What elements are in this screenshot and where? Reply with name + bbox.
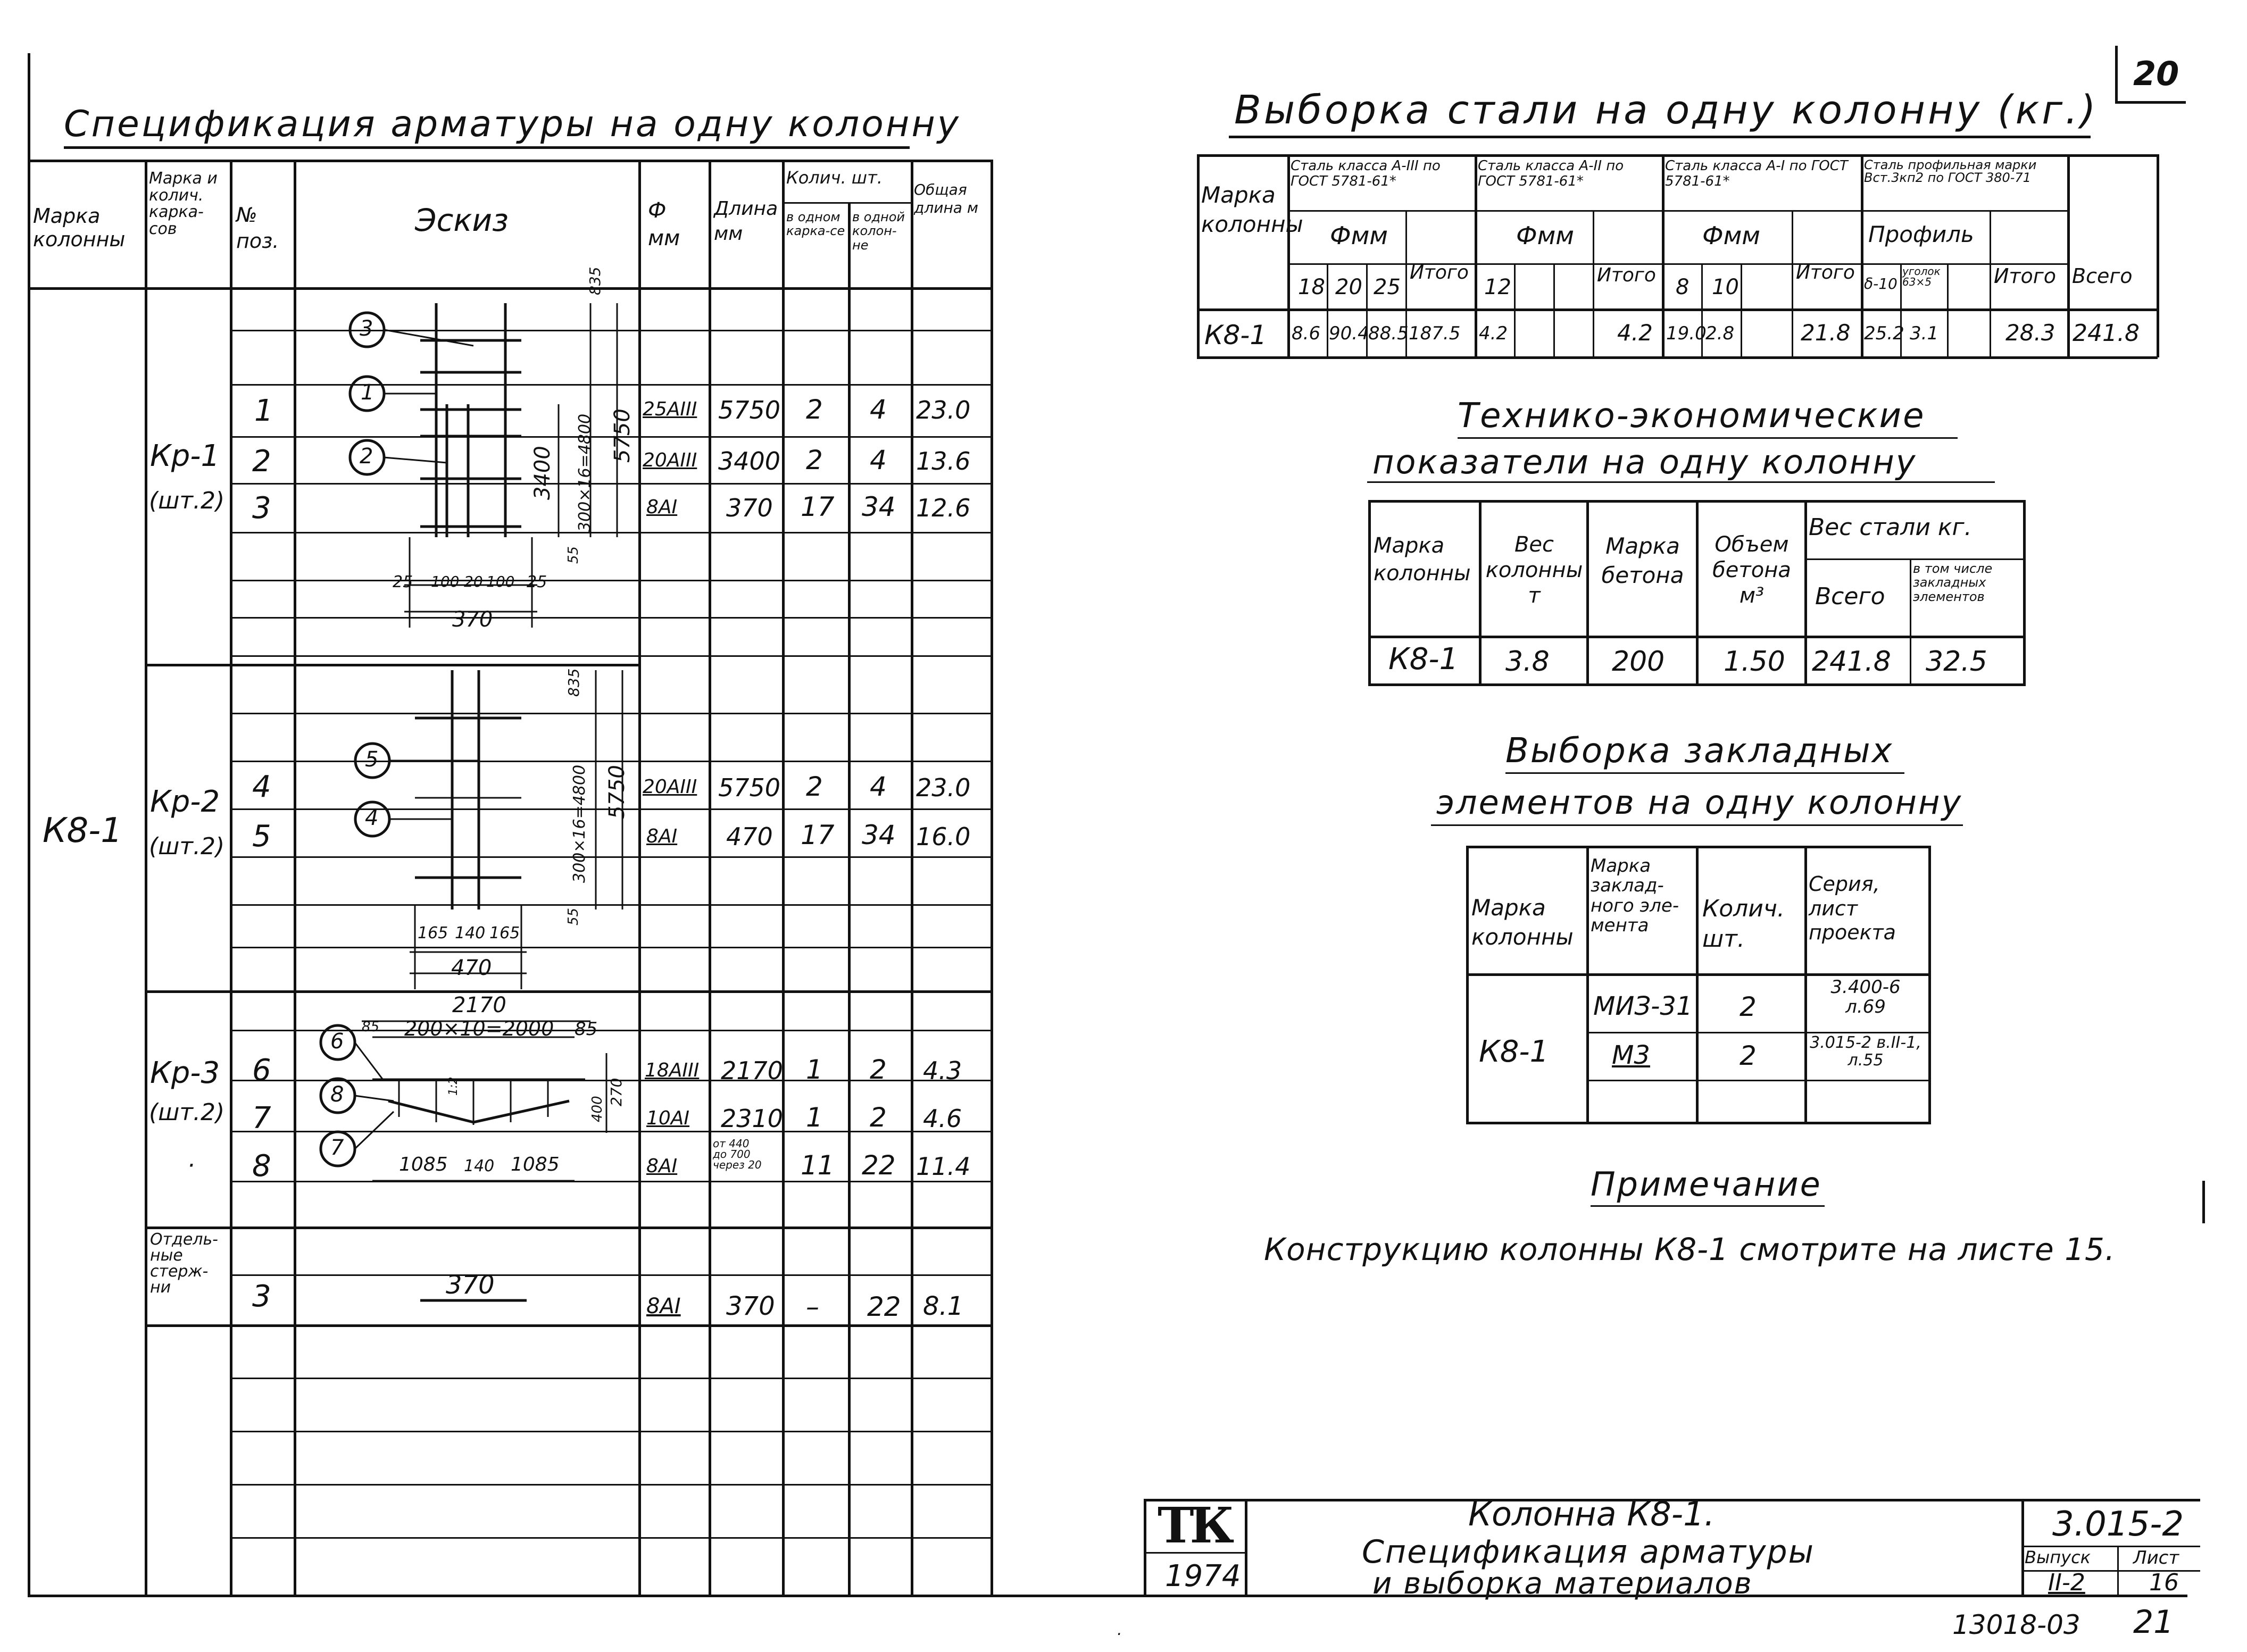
steel-value: 19.0 xyxy=(1666,323,1707,344)
frame-left xyxy=(28,53,30,1596)
callout-6: 6 xyxy=(330,1029,344,1054)
kr1-dim: 370 xyxy=(452,607,493,632)
diameter: 18АIII xyxy=(645,1059,700,1081)
qty-column: 34 xyxy=(862,820,896,850)
stamp-issue-label: Выпуск xyxy=(2025,1547,2091,1567)
diameter: 8АI xyxy=(646,496,678,518)
tech-header-concrete: Марка бетона xyxy=(1601,533,1684,588)
callout-4: 4 xyxy=(365,806,379,830)
kr2-dim: 140 xyxy=(455,924,486,942)
embedded-el: МИЗ-31 xyxy=(1593,991,1693,1021)
length: 470 xyxy=(726,822,773,851)
pos-number: 7 xyxy=(252,1101,271,1136)
callout-1: 1 xyxy=(361,380,374,405)
spec-header-pos: № поз. xyxy=(236,203,279,253)
qty-cage: 2 xyxy=(806,771,823,802)
tech-underline xyxy=(1458,437,1958,439)
tech-header-steel: Вес стали кг. xyxy=(1809,514,1972,541)
stamp-code: 3.015-2 xyxy=(2052,1505,2184,1544)
diameter: 10АI xyxy=(646,1107,690,1129)
steel-group-a3: Сталь класса А-III по ГОСТ 5781-61* xyxy=(1291,158,1441,189)
steel-group-a2: Сталь класса А-II по ГОСТ 5781-61* xyxy=(1478,158,1624,189)
embedded-col xyxy=(1696,846,1699,1124)
kr2-dim: 5750 xyxy=(605,765,629,819)
row-line xyxy=(230,1537,991,1539)
qty-column: 22 xyxy=(867,1291,901,1322)
length: 370 xyxy=(726,1291,775,1321)
cage-mark-kr2: Кр-2 xyxy=(150,785,220,819)
embedded-header-qty: Колич. шт. xyxy=(1702,895,1785,953)
cage-count-kr2: (шт.2) xyxy=(149,833,225,860)
tech-row-embedded: 32.5 xyxy=(1926,646,1987,678)
row-line xyxy=(230,1181,991,1182)
row-line xyxy=(230,1274,991,1276)
kr2-dim: 300×16=4800 xyxy=(570,764,589,883)
embedded-underline xyxy=(1505,772,1904,774)
kr1-dim: 5750 xyxy=(610,408,635,463)
length: 5750 xyxy=(718,396,781,424)
steel-total-label: Итого xyxy=(1796,262,1855,283)
qty-cage: – xyxy=(806,1291,819,1322)
total-length: 8.1 xyxy=(923,1291,964,1321)
note-underline xyxy=(1591,1205,1825,1207)
embedded-col xyxy=(1804,846,1807,1124)
length: 2170 xyxy=(721,1056,784,1085)
steel-unit-a1: Фмм xyxy=(1702,221,1761,250)
stamp-title-3: и выборка материалов xyxy=(1372,1566,1753,1601)
tech-header-volume: Объем бетона м³ xyxy=(1712,532,1791,608)
note-text: Конструкцию колонны К8-1 смотрите на листе 15. xyxy=(1264,1231,2116,1267)
spec-header-length: Длина мм xyxy=(714,198,778,245)
kr3-dim: 85 xyxy=(362,1019,380,1035)
qty-column: 34 xyxy=(862,491,896,522)
qty-cage: 1 xyxy=(806,1054,823,1085)
steel-value: 2.8 xyxy=(1705,323,1735,344)
steel-col xyxy=(1990,210,1991,357)
cage-mark-kr1: Кр-1 xyxy=(150,439,220,473)
kr3-dim: 140 xyxy=(464,1157,495,1175)
diameter: 8АI xyxy=(646,1155,678,1177)
separate-label: Отдель-ные стерж-ни xyxy=(150,1230,218,1297)
embedded-line xyxy=(1466,973,1931,976)
kr1-dim: 20 xyxy=(464,573,483,590)
embedded-col-mark: К8-1 xyxy=(1479,1034,1549,1069)
kr3-dim: 1085 xyxy=(399,1154,448,1175)
total-length: 23.0 xyxy=(916,773,971,802)
embedded-header-mark: Марка колонны xyxy=(1471,895,1574,950)
total-length: 11.4 xyxy=(916,1152,971,1181)
total-length: 4.6 xyxy=(923,1104,962,1133)
tech-title-2: показатели на одну колонну xyxy=(1372,443,1917,481)
tech-header-steel-embedded: в том числе закладных элементов xyxy=(1913,561,1993,604)
spec-col-line xyxy=(991,160,993,1595)
kr2-dim: 165 xyxy=(489,924,520,942)
steel-size: уголок 63×5 xyxy=(1902,265,1941,288)
steel-size: 25 xyxy=(1374,275,1401,299)
kr3-dim: 270 xyxy=(607,1078,625,1106)
spec-top-line xyxy=(28,160,992,162)
footer-archive: 13018-03 xyxy=(1952,1609,2080,1640)
callout-7: 7 xyxy=(330,1136,344,1160)
frame-bottom xyxy=(28,1595,2187,1597)
row-line xyxy=(230,947,991,948)
tech-underline xyxy=(1367,481,1995,483)
row-line xyxy=(230,1431,991,1432)
embedded-series: 3.015-2 в.II-1, л.55 xyxy=(1810,1033,1921,1070)
steel-col xyxy=(1593,210,1594,357)
length: 370 xyxy=(726,494,773,522)
tech-row-steel-total: 241.8 xyxy=(1812,646,1891,678)
spec-column-mark: К8-1 xyxy=(43,811,122,850)
separate-sketch-length: 370 xyxy=(446,1270,495,1300)
steel-value: 90.4 xyxy=(1329,323,1369,344)
stamp-col xyxy=(1245,1499,1247,1596)
row-line xyxy=(230,904,991,906)
spec-col-line xyxy=(848,202,851,1595)
tech-col xyxy=(1586,500,1589,686)
total-length: 23.0 xyxy=(916,396,971,424)
spec-col-line xyxy=(294,160,296,1595)
stamp-col xyxy=(2021,1499,2024,1596)
embedded-underline xyxy=(1431,824,1963,826)
tech-row-volume: 1.50 xyxy=(1724,646,1785,678)
kr1-dim: 835 xyxy=(586,266,604,295)
stamp-title-2: Спецификация арматуры xyxy=(1362,1533,1815,1571)
length-range: от 440 до 700 через 20 xyxy=(713,1137,762,1171)
pos-number: 1 xyxy=(254,394,273,428)
steel-size: δ-10 xyxy=(1864,275,1898,293)
qty-column: 4 xyxy=(870,445,887,475)
steel-value: 28.3 xyxy=(2005,320,2055,346)
row-line xyxy=(230,1030,991,1031)
pos-number: 2 xyxy=(252,444,271,479)
steel-col xyxy=(1475,154,1477,357)
spec-col-line xyxy=(230,160,232,1595)
length: 5750 xyxy=(718,773,781,802)
row-line xyxy=(230,761,991,762)
row-line xyxy=(230,713,991,714)
row-line xyxy=(230,617,991,619)
qty-column: 2 xyxy=(870,1054,887,1085)
row-line xyxy=(230,1484,991,1486)
edge-tick xyxy=(2202,1181,2205,1223)
steel-line xyxy=(1287,263,2067,265)
spec-col-line xyxy=(145,160,147,1595)
steel-value: 187.5 xyxy=(1409,323,1461,344)
spec-title-underline xyxy=(64,146,910,149)
total-length: 16.0 xyxy=(916,822,971,851)
tech-row-weight: 3.8 xyxy=(1505,646,1550,678)
steel-grand-label: Всего xyxy=(2072,264,2133,288)
note-title: Примечание xyxy=(1591,1165,1822,1204)
qty-column: 22 xyxy=(862,1150,896,1181)
embedded-qty: 2 xyxy=(1740,991,1757,1022)
row-line xyxy=(230,655,991,657)
embedded-col xyxy=(1586,846,1589,1124)
steel-col xyxy=(2157,154,2159,357)
pos-number: 5 xyxy=(252,819,271,854)
kr3-dim: 400 xyxy=(589,1096,605,1122)
spec-header-qty-cage: в одном карка-се xyxy=(786,210,845,239)
steel-size: 20 xyxy=(1335,275,1362,299)
row-line xyxy=(230,532,991,533)
tech-line xyxy=(1368,636,2026,638)
tech-col xyxy=(1696,500,1699,686)
length: 2310 xyxy=(721,1104,784,1133)
callout-5: 5 xyxy=(365,747,379,772)
steel-value: 4.2 xyxy=(1479,323,1508,344)
spec-header-dia: Ф мм xyxy=(648,198,680,251)
steel-title: Выборка стали на одну колонну (кг.) xyxy=(1234,87,2099,133)
row-line xyxy=(230,483,991,485)
stamp-sheet: 16 xyxy=(2149,1569,2179,1596)
steel-title-underline xyxy=(1229,136,2091,138)
qty-column: 2 xyxy=(870,1102,887,1133)
spec-header-total-len: Общая длина м xyxy=(914,181,978,216)
steel-size: 8 xyxy=(1676,275,1690,299)
steel-value: 3.1 xyxy=(1910,323,1939,344)
steel-line xyxy=(1197,154,2158,157)
kr1-dim: 55 xyxy=(565,546,581,564)
kr1-dim: 100 xyxy=(486,573,515,590)
group-line xyxy=(145,990,991,993)
callout-3: 3 xyxy=(360,316,373,341)
kr3-dim: 200×10=2000 xyxy=(404,1017,554,1040)
steel-size: 10 xyxy=(1712,275,1739,299)
tech-line xyxy=(1804,558,2025,560)
steel-size: 18 xyxy=(1298,275,1325,299)
callout-8: 8 xyxy=(330,1082,344,1107)
spec-header-col-mark: Марка колонны xyxy=(33,204,126,251)
steel-col xyxy=(1792,210,1793,357)
steel-unit-profile: Профиль xyxy=(1868,221,1974,247)
length: 3400 xyxy=(718,447,781,475)
kr1-dim: 25 xyxy=(527,573,547,591)
qty-cage: 1 xyxy=(806,1102,823,1133)
qty-cage: 2 xyxy=(806,394,823,425)
steel-unit-a2: Фмм xyxy=(1516,221,1575,250)
diameter: 20АIII xyxy=(643,449,697,471)
tech-col xyxy=(1479,500,1482,686)
cage-mark-kr3: Кр-3 xyxy=(150,1056,220,1090)
steel-col xyxy=(1287,154,1290,357)
qty-column: 4 xyxy=(870,394,887,425)
steel-col xyxy=(1947,263,1949,357)
group-line xyxy=(145,664,639,666)
tech-col xyxy=(1910,558,1911,686)
callout-2: 2 xyxy=(360,444,373,469)
kr2-dim: 165 xyxy=(418,924,448,942)
tech-header-steel-total: Всего xyxy=(1815,583,1885,610)
steel-col xyxy=(1662,154,1665,357)
spec-header-qty-col: в одной колон-не xyxy=(852,210,905,253)
steel-total-label: Итого xyxy=(1994,264,2057,288)
spec-col-line xyxy=(911,160,913,1595)
diameter: 8АI xyxy=(646,1294,681,1319)
tech-row-mark: К8-1 xyxy=(1388,642,1459,677)
steel-col xyxy=(1514,263,1516,357)
steel-col xyxy=(1197,154,1200,357)
kr2-dim: 55 xyxy=(565,907,581,925)
kr3-dim: 1:2 xyxy=(447,1077,460,1096)
embedded-qty: 2 xyxy=(1740,1040,1757,1071)
embedded-title-2: элементов на одну колонну xyxy=(1436,783,1963,822)
pos-number: 8 xyxy=(252,1149,271,1183)
spec-header-qty: Колич. шт. xyxy=(786,168,883,188)
kr1-dim: 3400 xyxy=(530,446,555,500)
qty-cage: 2 xyxy=(806,445,823,475)
qty-column: 4 xyxy=(870,771,887,802)
steel-total-label: Итого xyxy=(1410,262,1469,283)
stamp-col xyxy=(1144,1499,1146,1596)
spec-col-line xyxy=(709,160,711,1595)
embedded-line xyxy=(1586,1080,1931,1081)
steel-line xyxy=(1197,356,2158,359)
footer-page: 21 xyxy=(2133,1604,2174,1641)
stamp-title-1: Колонна К8-1. xyxy=(1468,1495,1715,1533)
steel-value: 21.8 xyxy=(1801,320,1851,346)
qty-cage: 17 xyxy=(801,820,835,850)
total-length: 4.3 xyxy=(923,1056,962,1085)
row-line xyxy=(230,856,991,858)
row-line xyxy=(230,580,991,581)
steel-header-mark: Марка колонны xyxy=(1201,182,1303,237)
tech-header-mark: Марка колонны xyxy=(1374,533,1471,586)
kr3-dim: 85 xyxy=(575,1019,598,1040)
sheet-corner-number: 20 xyxy=(2133,54,2179,93)
diameter: 20АIII xyxy=(643,776,697,798)
steel-grand-value: 241.8 xyxy=(2073,320,2140,347)
steel-row-mark: К8-1 xyxy=(1204,320,1267,351)
steel-unit-a3: Фмм xyxy=(1330,221,1388,250)
kr1-dim: 300×16=4800 xyxy=(576,413,594,532)
total-length: 13.6 xyxy=(916,447,971,475)
group-line xyxy=(145,1227,991,1229)
kr2-dim: 470 xyxy=(451,956,492,980)
bullet-dot: · xyxy=(187,1152,195,1179)
steel-value: 4.2 xyxy=(1617,320,1653,346)
cage-count-kr3: (шт.2) xyxy=(149,1099,225,1126)
steel-col xyxy=(1861,154,1863,357)
kr3-dim: 1085 xyxy=(511,1154,560,1175)
tech-row-concrete: 200 xyxy=(1612,646,1665,678)
stamp-issue: II-2 xyxy=(2048,1569,2085,1596)
steel-line xyxy=(1287,210,2067,212)
cage-count-kr1: (шт.2) xyxy=(149,487,225,514)
spec-header-sketch: Эскиз xyxy=(415,202,509,238)
stamp-sheet-label: Лист xyxy=(2133,1547,2179,1568)
steel-group-profile: Сталь профильная марки Вст.3кп2 по ГОСТ 380-71 xyxy=(1864,157,2037,185)
qty-cage: 11 xyxy=(801,1150,835,1181)
pos-number: 6 xyxy=(252,1053,271,1088)
steel-size: 12 xyxy=(1484,275,1511,299)
kr1-dim: 100 xyxy=(431,573,460,590)
stamp-year: 1974 xyxy=(1165,1559,1241,1593)
steel-value: 88.5 xyxy=(1368,323,1409,344)
pos-number: 3 xyxy=(252,1279,271,1314)
group-line xyxy=(145,1324,991,1327)
embedded-title-1: Выборка закладных xyxy=(1505,731,1894,771)
steel-group-a1: Сталь класса А-I по ГОСТ 5781-61* xyxy=(1665,158,1848,189)
tech-col xyxy=(1804,500,1807,686)
tech-header-weight: Вес колонны т xyxy=(1485,532,1583,608)
steel-col xyxy=(1553,263,1555,357)
row-line xyxy=(230,384,991,386)
steel-value: 8.6 xyxy=(1292,323,1321,344)
kr1-dim: 25 xyxy=(393,573,413,591)
spec-col-line xyxy=(782,160,785,1595)
diameter: 25АIII xyxy=(643,398,697,420)
stamp-logo: ТК xyxy=(1158,1497,1230,1554)
spec-header-line xyxy=(28,287,992,290)
spec-qty-sub-line xyxy=(782,202,911,204)
steel-col xyxy=(1741,263,1742,357)
row-line xyxy=(230,330,991,331)
steel-col xyxy=(2067,154,2070,357)
qty-cage: 17 xyxy=(801,491,835,522)
steel-value: 25.2 xyxy=(1864,323,1904,344)
stray-dot: . xyxy=(1117,1621,1122,1639)
embedded-series: 3.400-6 л.69 xyxy=(1830,977,1901,1018)
pos-number: 3 xyxy=(252,491,271,525)
row-line xyxy=(230,1378,991,1379)
steel-total-label: Итого xyxy=(1597,264,1656,286)
embedded-header-el-mark: Марка заклад-ного эле-мента xyxy=(1591,855,1679,937)
steel-col xyxy=(1327,263,1328,357)
spec-header-cage-mark: Марка и колич. карка-сов xyxy=(149,169,218,238)
steel-line xyxy=(1197,308,2158,311)
diameter: 8АI xyxy=(646,825,678,847)
pos-number: 4 xyxy=(252,770,271,804)
embedded-el: М3 xyxy=(1612,1040,1650,1070)
total-length: 12.6 xyxy=(916,494,971,522)
spec-col-line xyxy=(638,160,641,1595)
tech-title-1: Технико-экономические xyxy=(1458,396,1926,436)
kr3-dim: 2170 xyxy=(452,993,506,1017)
spec-title: Спецификация арматуры на одну колонну xyxy=(64,103,961,145)
kr2-dim: 835 xyxy=(565,668,582,697)
embedded-header-series: Серия, лист проекта xyxy=(1809,872,1896,945)
